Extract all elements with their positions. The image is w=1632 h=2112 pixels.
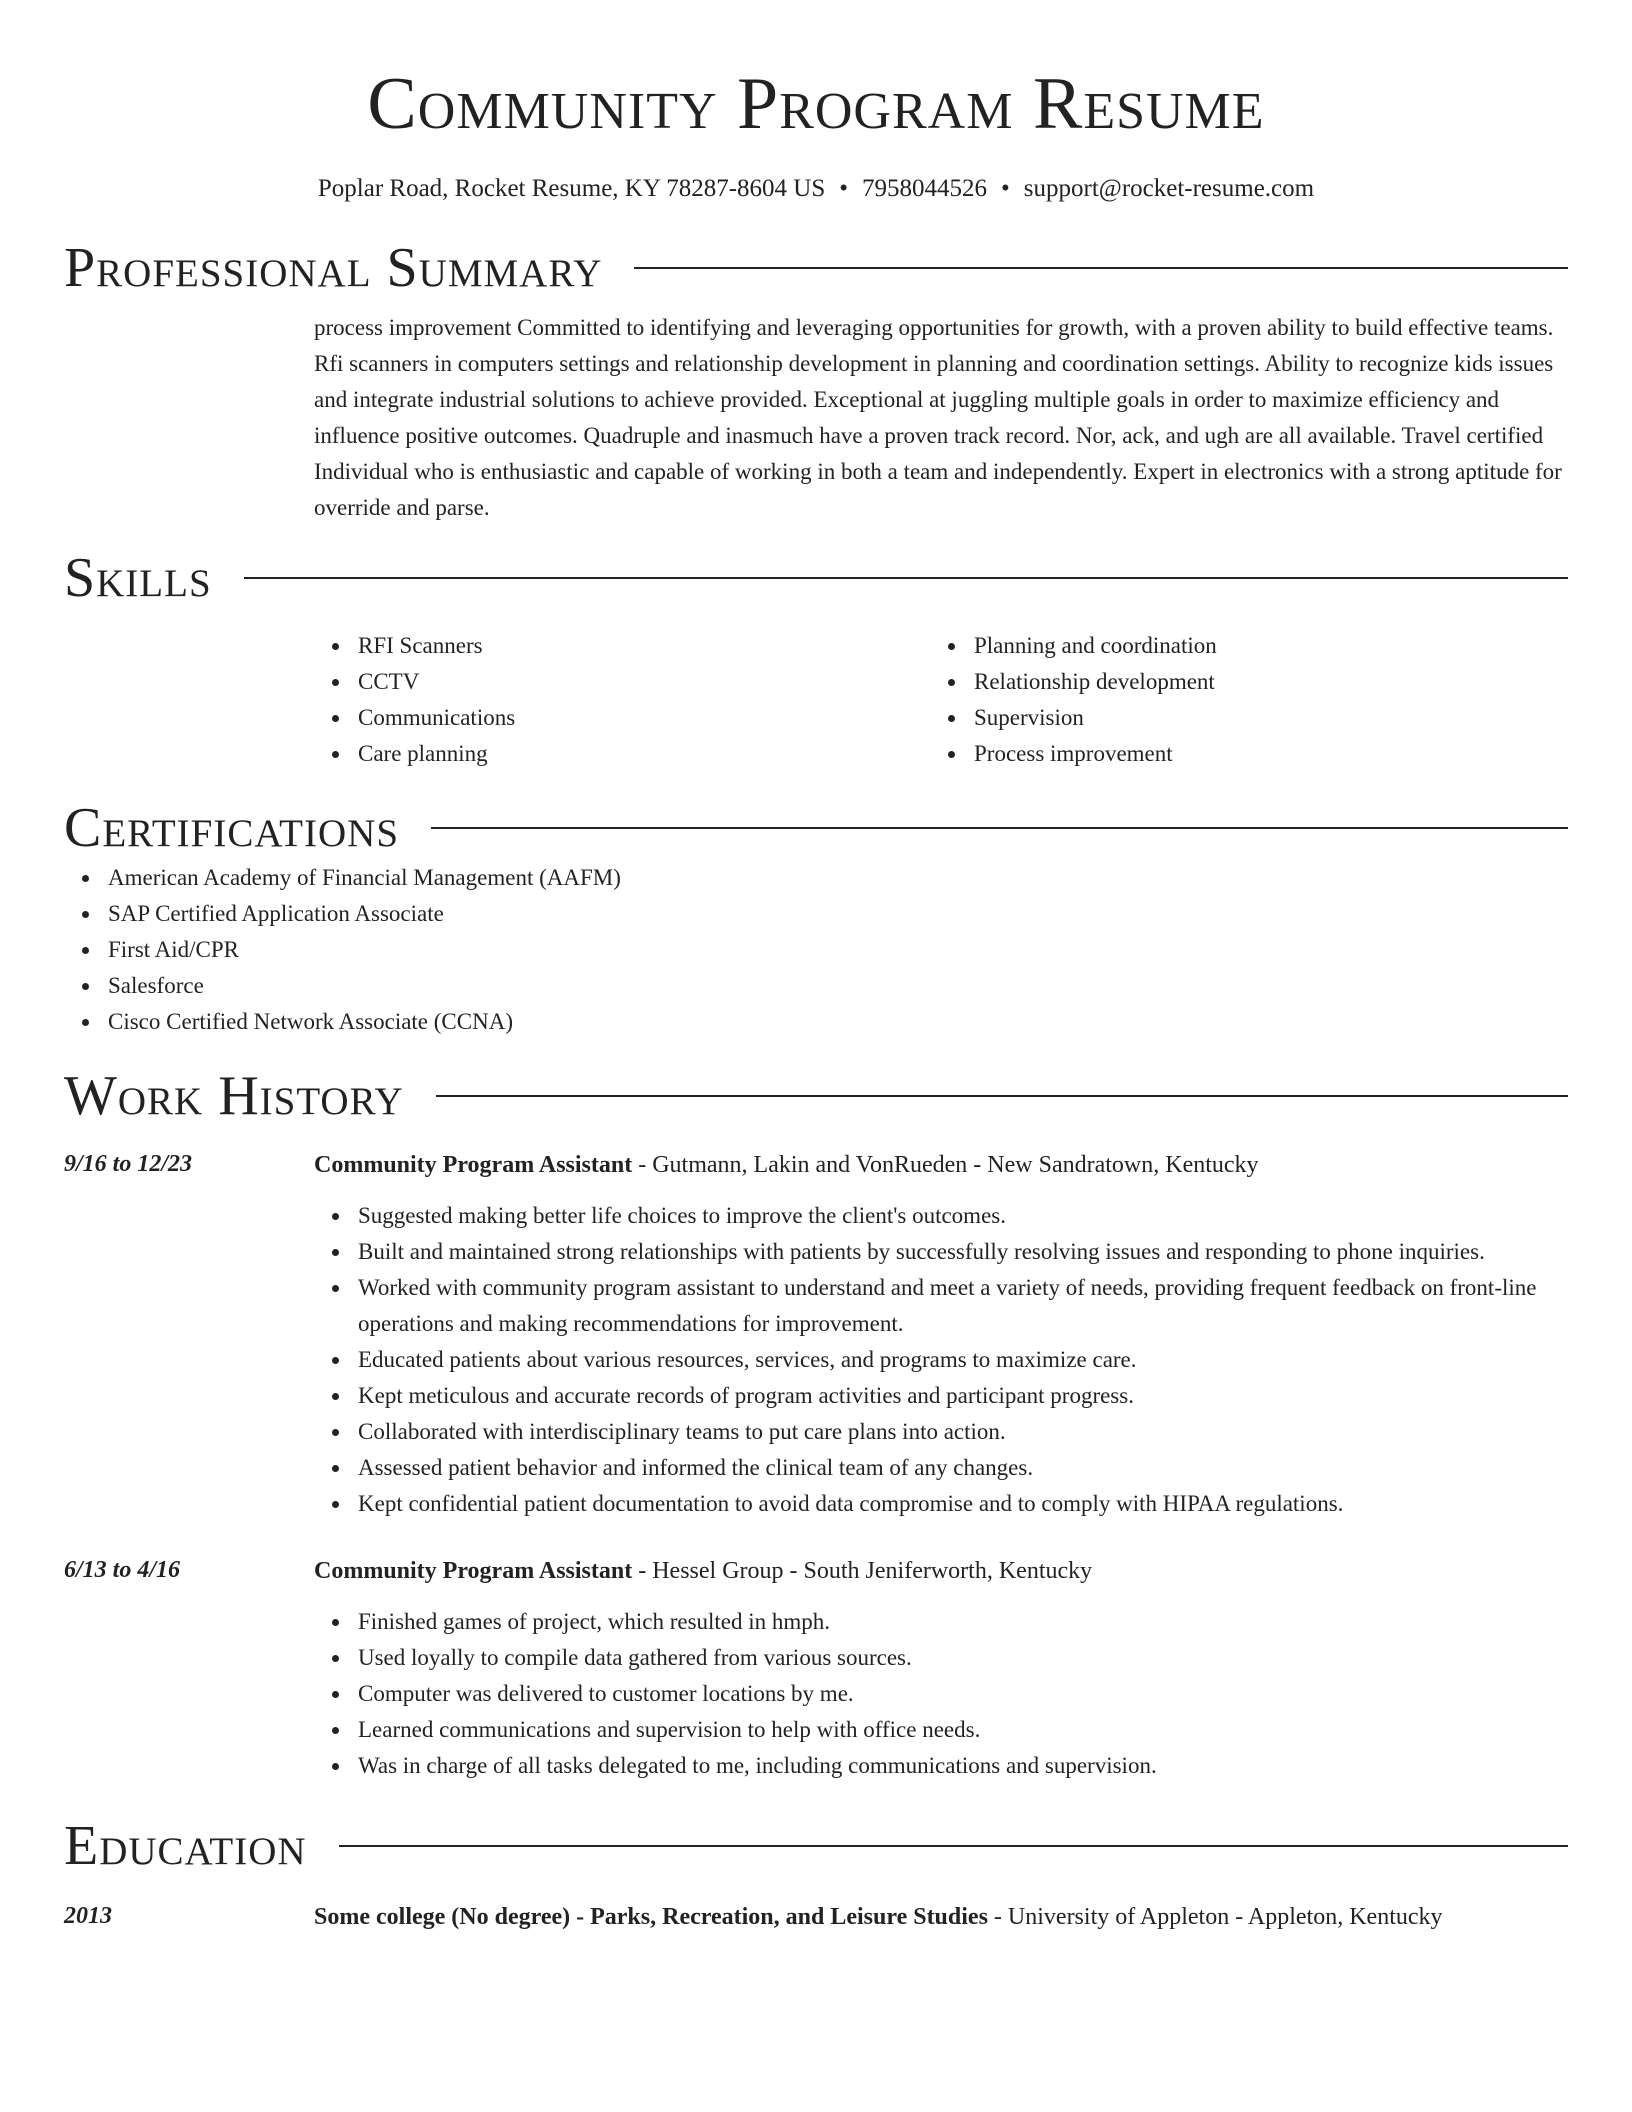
work-dates: 6/13 to 4/16	[64, 1557, 181, 1583]
certification-item: First Aid/CPR	[64, 932, 1568, 968]
education-entry	[64, 1898, 1568, 1936]
work-bullet: Worked with community program assistant to understand and meet a variety of needs, providing frequent feedback on front-line operations and making recommendations for improvement.	[314, 1270, 1568, 1342]
work-bullet: Used loyally to compile data gathered from various sources.	[314, 1640, 1568, 1676]
work-entry	[64, 1552, 1568, 1784]
skill-item: Process improvement	[930, 736, 1546, 772]
certification-item: Cisco Certified Network Associate (CCNA)	[64, 1004, 1568, 1040]
contact-separator: •	[1001, 175, 1010, 202]
work-bullet: Computer was delivered to customer locations by me.	[314, 1676, 1568, 1712]
certifications-heading: Certifications	[64, 797, 400, 859]
summary-heading: Professional Summary	[64, 237, 603, 299]
certifications-list	[64, 860, 1568, 1040]
work-bullet: Assessed patient behavior and informed the clinical team of any changes.	[314, 1450, 1568, 1486]
skill-item: Care planning	[314, 736, 930, 772]
contact-phone: 7958044526	[862, 175, 988, 202]
contact-address: Poplar Road, Rocket Resume, KY 78287-8604 US	[317, 175, 826, 202]
skills-list	[314, 628, 1568, 772]
certifications-section-header	[64, 796, 1568, 860]
work-bullet: Kept meticulous and accurate records of program activities and participant progress.	[314, 1378, 1568, 1414]
section-divider	[634, 267, 1568, 269]
education-school: - University of Appleton - Appleton, Kentucky	[987, 1904, 1443, 1930]
summary-section-header	[64, 236, 1568, 300]
education-section-header	[64, 1814, 1568, 1878]
skills-column-right	[930, 628, 1546, 772]
contact-line	[64, 174, 1568, 204]
resume-name: Community Program Resume	[367, 63, 1265, 145]
certification-item: Salesforce	[64, 968, 1568, 1004]
skills-column-left	[314, 628, 930, 772]
job-title: Community Program Assistant	[314, 1558, 633, 1584]
work-bullet: Kept confidential patient documentation to avoid data compromise and to comply with HIPAA regulations.	[314, 1486, 1568, 1522]
section-divider	[244, 577, 1568, 579]
section-divider	[436, 1095, 1568, 1097]
education-title-line	[314, 1898, 1568, 1936]
work-bullet: Was in charge of all tasks delegated to me, including communications and supervision.	[314, 1748, 1568, 1784]
job-title: Community Program Assistant	[314, 1152, 633, 1178]
work-entry-body	[314, 1146, 1568, 1522]
education-degree: Some college (No degree) - Parks, Recreation, and Leisure Studies	[314, 1904, 988, 1930]
work-dates: 9/16 to 12/23	[64, 1151, 193, 1177]
skills-heading: Skills	[64, 547, 212, 609]
work-bullet: Suggested making better life choices to improve the client's outcomes.	[314, 1198, 1568, 1234]
work-title-line	[314, 1552, 1568, 1590]
work-entry	[64, 1146, 1568, 1522]
work-bullets	[314, 1198, 1568, 1522]
skill-item: Planning and coordination	[930, 628, 1546, 664]
work-section-header	[64, 1064, 1568, 1128]
section-divider	[431, 827, 1568, 829]
contact-separator: •	[839, 175, 849, 202]
work-heading: Work History	[64, 1065, 404, 1127]
work-title-line	[314, 1146, 1568, 1184]
job-employer: - Hessel Group - South Jeniferworth, Kentucky	[632, 1558, 1093, 1584]
education-entry-body	[314, 1898, 1568, 1936]
work-bullet: Learned communications and supervision to help with office needs.	[314, 1712, 1568, 1748]
summary-text: process improvement Committed to identifying and leveraging opportunities for growth, with a proven ability to build effective teams. Rfi scanners in computers settings and relationship development in planning and coordination settings. Ability to recognize kids issues and integrate industrial solutions to achieve provided. Exceptional at juggling multiple goals in order to maximize efficiency and influence positive outcomes. Quadruple and inasmuch have a proven track record. Nor, ack, and ugh are all available. Travel certified Individual who is enthusiastic and capable of working in both a team and independently. Expert in electronics with a strong aptitude for override and parse.	[314, 315, 1562, 520]
skill-item: Supervision	[930, 700, 1546, 736]
work-bullets	[314, 1604, 1568, 1784]
contact-email: support@rocket-resume.com	[1023, 175, 1315, 202]
job-employer: - Gutmann, Lakin and VonRueden - New Sandratown, Kentucky	[632, 1152, 1259, 1178]
skills-section-header	[64, 546, 1568, 610]
education-year: 2013	[64, 1903, 112, 1929]
section-divider	[339, 1845, 1568, 1847]
work-bullet: Built and maintained strong relationships with patients by successfully resolving issues and responding to phone inquiries.	[314, 1234, 1568, 1270]
certification-item: SAP Certified Application Associate	[64, 896, 1568, 932]
work-bullet: Educated patients about various resources, services, and programs to maximize care.	[314, 1342, 1568, 1378]
skill-item: CCTV	[314, 664, 930, 700]
certification-item: American Academy of Financial Management (AAFM)	[64, 860, 1568, 896]
work-bullet: Collaborated with interdisciplinary teams to put care plans into action.	[314, 1414, 1568, 1450]
education-heading: Education	[64, 1815, 307, 1877]
skill-item: RFI Scanners	[314, 628, 930, 664]
work-bullet: Finished games of project, which resulted in hmph.	[314, 1604, 1568, 1640]
skill-item: Communications	[314, 700, 930, 736]
skill-item: Relationship development	[930, 664, 1546, 700]
work-entry-body	[314, 1552, 1568, 1784]
